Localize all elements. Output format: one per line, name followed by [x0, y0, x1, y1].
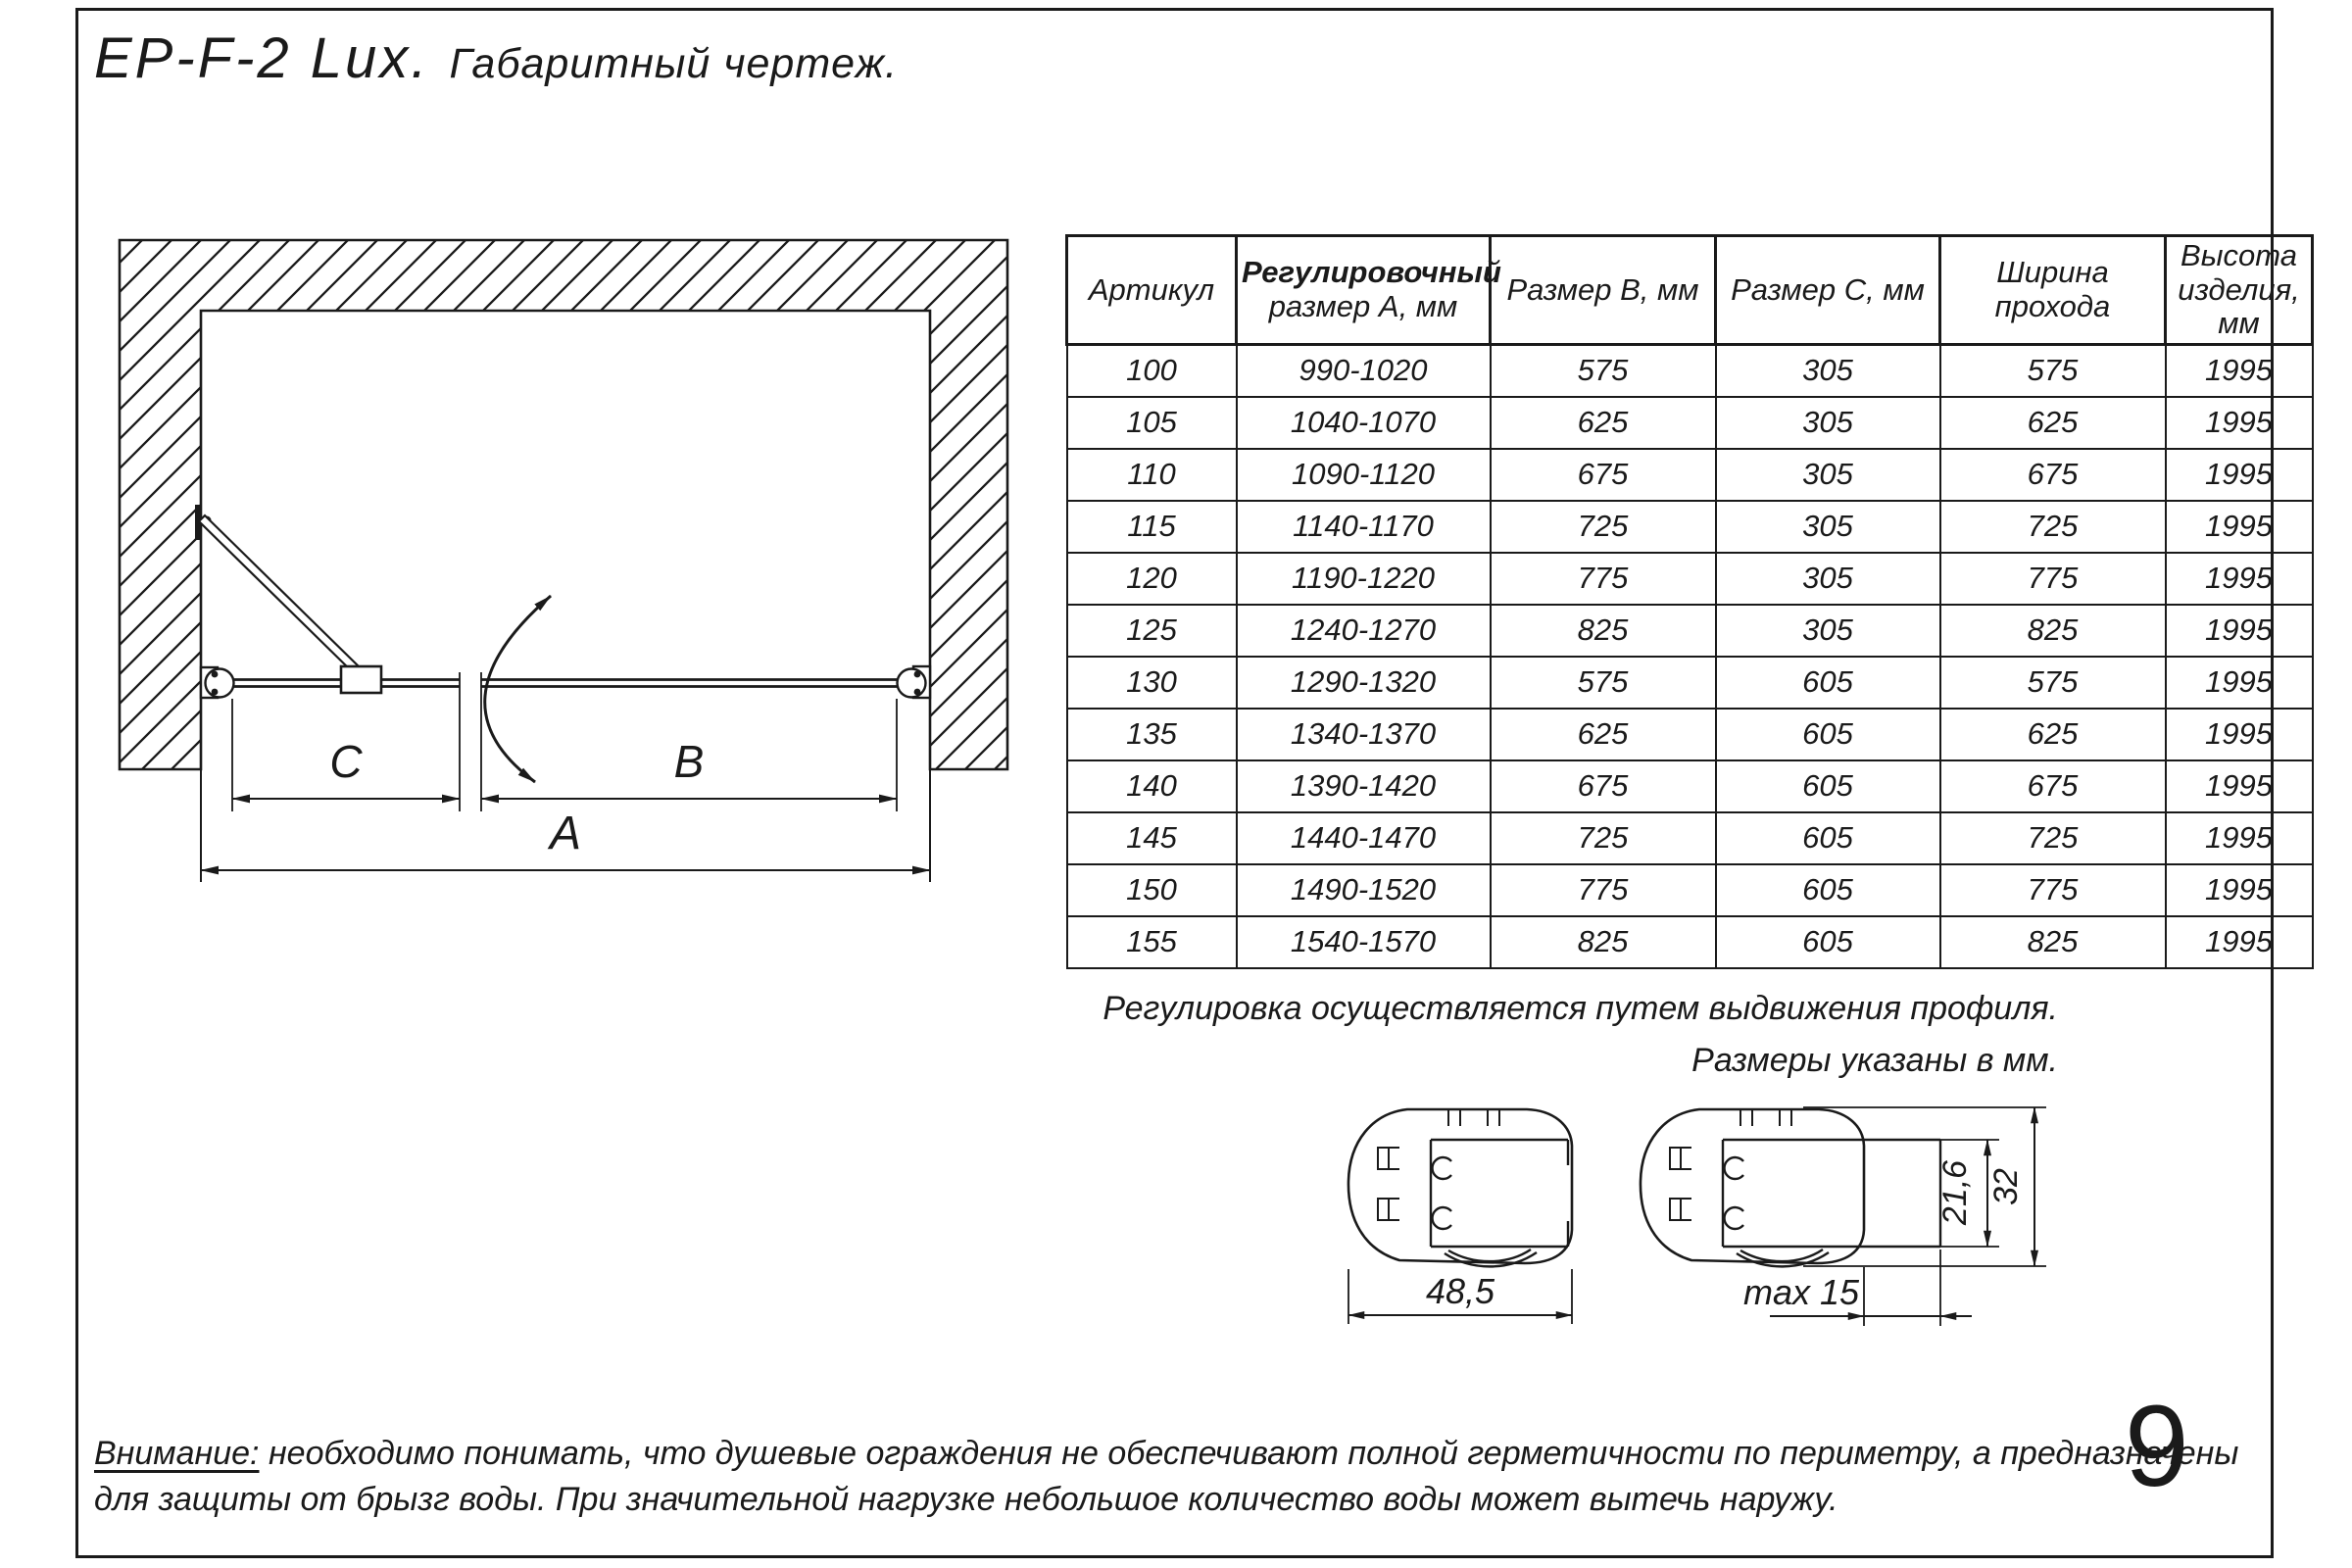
- title-subtitle: Габаритный чертеж.: [449, 40, 899, 87]
- table-cell: 675: [1940, 449, 2166, 501]
- table-cell: 100: [1067, 345, 1237, 398]
- dimension-label-max15: max 15: [1742, 1272, 1860, 1312]
- table-cell: 1340-1370: [1237, 709, 1491, 760]
- table-cell: 1440-1470: [1237, 812, 1491, 864]
- warning-line-2: для защиты от брызг воды. При значительной нагрузке небольшое количество воды может вытечь наружу.: [94, 1481, 1838, 1518]
- plan-drawing: [118, 235, 1009, 892]
- table-cell: 1190-1220: [1237, 553, 1491, 605]
- table-cell: 305: [1716, 501, 1940, 553]
- dimension-label-outer-height: 32: [1987, 1168, 2025, 1205]
- table-cell: 775: [1491, 553, 1716, 605]
- fixed-glass-panel: [211, 680, 460, 687]
- table-row: [1067, 553, 2313, 605]
- table-cell: 775: [1491, 864, 1716, 916]
- table-cell: 825: [1491, 916, 1716, 968]
- table-cell: 605: [1716, 709, 1940, 760]
- table-cell: 1040-1070: [1237, 397, 1491, 449]
- door-swing-arc: [485, 596, 551, 782]
- table-cell: 1995: [2166, 812, 2313, 864]
- table-cell: 675: [1491, 449, 1716, 501]
- table-cell: 1140-1170: [1237, 501, 1491, 553]
- table-cell: 1995: [2166, 657, 2313, 709]
- note-line-1: Регулировка осуществляется путем выдвижения профиля.: [1102, 990, 2058, 1027]
- table-cell: 1995: [2166, 345, 2313, 398]
- table-body: [1067, 345, 2313, 969]
- table-cell: 150: [1067, 864, 1237, 916]
- table-cell: 675: [1491, 760, 1716, 812]
- dimension-label-width: 48,5: [1425, 1271, 1495, 1311]
- table-cell: 1995: [2166, 449, 2313, 501]
- left-wall-bracket: [201, 667, 234, 698]
- model-name: EP-F-2 Lux.: [94, 26, 430, 90]
- col-header-passage: Ширина прохода: [1940, 236, 2166, 345]
- table-cell: 1290-1320: [1237, 657, 1491, 709]
- table-cell: 725: [1491, 812, 1716, 864]
- warning-line-1: Внимание: необходимо понимать, что душевые ограждения не обеспечивают полной герметичности по периметру, а предназначены: [94, 1435, 2239, 1472]
- table-cell: 155: [1067, 916, 1237, 968]
- col-header-size-b: Размер В, мм: [1491, 236, 1716, 345]
- support-bar: [199, 515, 362, 675]
- table-header: [1067, 236, 2313, 345]
- table-row: [1067, 449, 2313, 501]
- table-cell: 675: [1940, 760, 2166, 812]
- table-cell: 625: [1940, 709, 2166, 760]
- table-cell: 575: [1491, 345, 1716, 398]
- table-cell: 1995: [2166, 605, 2313, 657]
- table-cell: 105: [1067, 397, 1237, 449]
- table-cell: 625: [1491, 397, 1716, 449]
- table-row: [1067, 605, 2313, 657]
- table-cell: 725: [1940, 812, 2166, 864]
- table-row: [1067, 812, 2313, 864]
- profile-section-left: [1348, 1109, 1572, 1266]
- table-cell: 305: [1716, 397, 1940, 449]
- dimension-label-b: B: [673, 736, 705, 787]
- table-cell: 575: [1940, 345, 2166, 398]
- table-cell: 1995: [2166, 397, 2313, 449]
- size-table: [1065, 234, 2314, 969]
- table-cell: 145: [1067, 812, 1237, 864]
- table-cell: 1995: [2166, 709, 2313, 760]
- table-cell: 125: [1067, 605, 1237, 657]
- table-row: [1067, 916, 2313, 968]
- table-cell: 725: [1940, 501, 2166, 553]
- table-cell: 775: [1940, 864, 2166, 916]
- table-cell: 825: [1940, 605, 2166, 657]
- table-cell: 130: [1067, 657, 1237, 709]
- table-cell: 1390-1420: [1237, 760, 1491, 812]
- table-row: [1067, 345, 2313, 398]
- table-cell: 605: [1716, 916, 1940, 968]
- warning-text: [94, 1431, 2238, 1523]
- table-cell: 1995: [2166, 864, 2313, 916]
- dimension-label-a: A: [549, 808, 582, 859]
- table-row: [1067, 709, 2313, 760]
- table-cell: 135: [1067, 709, 1237, 760]
- table-cell: 775: [1940, 553, 2166, 605]
- table-cell: 305: [1716, 553, 1940, 605]
- profile-section-right: [1641, 1109, 1940, 1266]
- table-cell: 140: [1067, 760, 1237, 812]
- table-cell: 305: [1716, 605, 1940, 657]
- table-cell: 605: [1716, 760, 1940, 812]
- table-cell: 575: [1491, 657, 1716, 709]
- warning-label: Внимание:: [94, 1435, 260, 1472]
- col-header-size-c: Размер С, мм: [1716, 236, 1940, 345]
- glass-connector-block: [341, 666, 381, 693]
- table-cell: 1995: [2166, 760, 2313, 812]
- table-cell: 1240-1270: [1237, 605, 1491, 657]
- table-cell: 115: [1067, 501, 1237, 553]
- table-cell: 575: [1940, 657, 2166, 709]
- table-cell: 625: [1491, 709, 1716, 760]
- table-cell: 725: [1491, 501, 1716, 553]
- table-cell: 1995: [2166, 501, 2313, 553]
- table-cell: 1995: [2166, 553, 2313, 605]
- col-header-height: Высота изделия, мм: [2166, 236, 2313, 345]
- extension-lines-max15: [1864, 1250, 1940, 1326]
- table-row: [1067, 657, 2313, 709]
- table-cell: 605: [1716, 657, 1940, 709]
- table-cell: 1090-1120: [1237, 449, 1491, 501]
- page-number: 9: [2125, 1382, 2189, 1511]
- table-cell: 825: [1491, 605, 1716, 657]
- table-cell: 120: [1067, 553, 1237, 605]
- table-cell: 825: [1940, 916, 2166, 968]
- dimension-label-c: C: [329, 736, 363, 787]
- table-cell: 305: [1716, 449, 1940, 501]
- table-cell: 1995: [2166, 916, 2313, 968]
- table-cell: 1490-1520: [1237, 864, 1491, 916]
- page-title: [94, 25, 898, 91]
- wall-hatched: [120, 240, 1007, 769]
- col-header-article: Артикул: [1067, 236, 1237, 345]
- dimension-label-inner-height: 21,6: [1936, 1159, 1974, 1226]
- right-wall-bracket: [898, 666, 931, 698]
- table-cell: 110: [1067, 449, 1237, 501]
- table-cell: 1540-1570: [1237, 916, 1491, 968]
- table-row: [1067, 397, 2313, 449]
- table-cell: 305: [1716, 345, 1940, 398]
- table-row: [1067, 501, 2313, 553]
- note-line-2: Размеры указаны в мм.: [1691, 1042, 2058, 1079]
- table-cell: 605: [1716, 812, 1940, 864]
- table-cell: 625: [1940, 397, 2166, 449]
- col-header-size-a: Регулировочный размер А, мм: [1237, 236, 1491, 345]
- table-row: [1067, 760, 2313, 812]
- table-cell: 990-1020: [1237, 345, 1491, 398]
- table-row: [1067, 864, 2313, 916]
- table-cell: 605: [1716, 864, 1940, 916]
- door-glass-panel: [481, 680, 902, 687]
- profile-sections-drawing: [1333, 1063, 2058, 1348]
